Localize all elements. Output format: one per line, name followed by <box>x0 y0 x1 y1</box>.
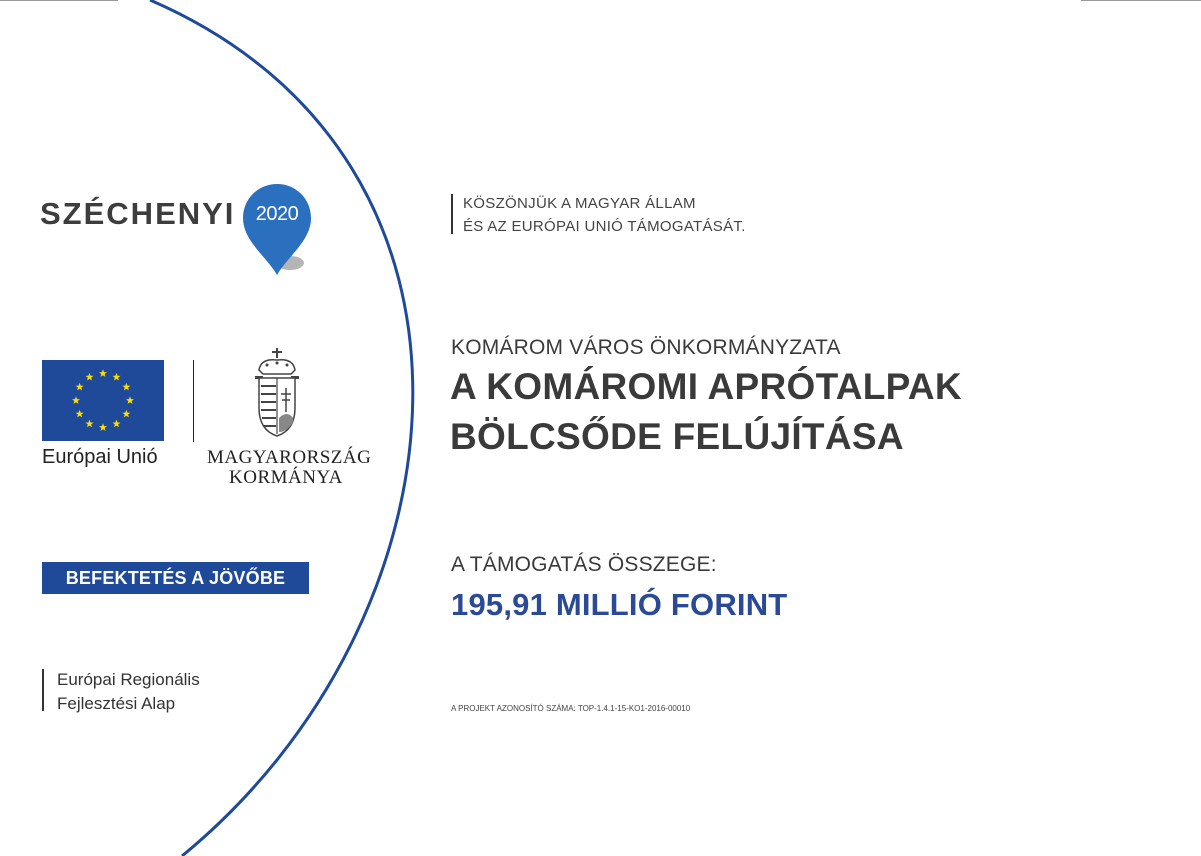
project-id: A PROJEKT AZONOSÍTÓ SZÁMA: TOP-1.4.1-15-KO1-2016-00010 <box>451 704 691 713</box>
project-title-line2: BÖLCSŐDE FELÚJÍTÁSA <box>450 416 904 457</box>
fund-divider <box>42 669 44 711</box>
project-title-line1: A KOMÁROMI APRÓTALPAK <box>450 366 962 407</box>
fund-name-line1: Európai Regionális <box>57 670 200 689</box>
eu-label: Európai Unió <box>42 446 158 468</box>
government-label-line2: KORMÁNYA <box>229 467 343 488</box>
logo-divider <box>193 360 194 442</box>
top-rule-left <box>0 0 118 1</box>
funding-amount-value: 195,91 MILLIÓ FORINT <box>451 587 788 622</box>
invest-in-future-badge: BEFEKTETÉS A JÖVŐBE <box>42 562 309 594</box>
szechenyi-year: 2020 <box>255 203 299 225</box>
hungarian-coat-of-arms-icon <box>251 348 303 440</box>
eu-flag-icon <box>42 360 164 441</box>
map-pin-icon <box>240 181 320 281</box>
fund-name-line2: Fejlesztési Alap <box>57 694 176 713</box>
szechenyi-logo-text: SZÉCHENYI <box>40 196 236 231</box>
thanks-line2: ÉS AZ EURÓPAI UNIÓ TÁMOGATÁSÁT. <box>463 218 746 235</box>
top-rule-right <box>1081 0 1201 1</box>
thanks-line1: KÖSZÖNJÜK A MAGYAR ÁLLAM <box>463 195 696 212</box>
government-label-line1: MAGYARORSZÁG <box>207 447 372 468</box>
beneficiary-name: KOMÁROM VÁROS ÖNKORMÁNYZATA <box>451 336 841 359</box>
thanks-divider <box>451 194 453 234</box>
funding-amount-label: A TÁMOGATÁS ÖSSZEGE: <box>451 553 717 576</box>
